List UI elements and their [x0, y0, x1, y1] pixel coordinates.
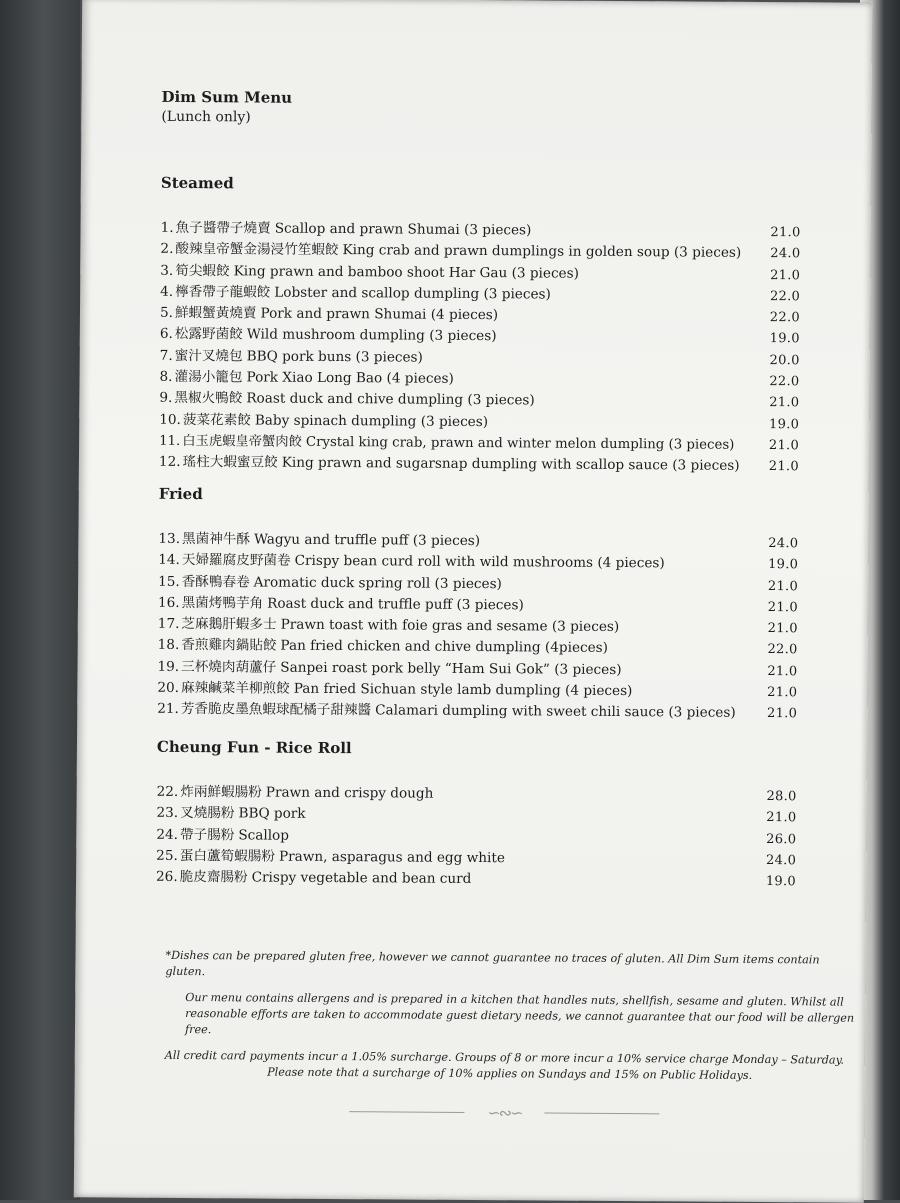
item-chinese-name: 蜜汁叉燒包	[174, 347, 243, 365]
item-english-name: Crispy vegetable and bean curd	[251, 869, 472, 888]
item-chinese-name: 瑤柱大蝦蜜豆餃	[182, 454, 278, 471]
item-chinese-name: 白玉虎蝦皇帝蟹肉餃	[182, 433, 302, 450]
item-english-name: BBQ pork buns (3 pieces)	[246, 348, 423, 366]
item-price: 24.0	[768, 536, 799, 552]
item-price: 19.0	[769, 331, 800, 347]
item-english-name: BBQ pork	[238, 805, 306, 823]
item-price: 19.0	[768, 557, 799, 573]
item-price: 21.0	[769, 395, 800, 411]
item-price: 28.0	[766, 789, 797, 805]
holiday-surcharge-note: Please note that a surcharge of 10% applies on Sundays and 15% on Public Holidays.	[267, 1065, 753, 1082]
section-heading: Cheung Fun - Rice Roll	[156, 737, 352, 758]
section-heading: Fried	[158, 484, 203, 504]
item-number: 18.	[157, 637, 180, 654]
item-number: 14.	[158, 552, 180, 569]
binder-left-edge	[0, 0, 80, 1200]
item-number: 22.	[156, 783, 179, 800]
item-chinese-name: 炸兩鮮蝦腸粉	[180, 783, 262, 801]
item-number: 21.	[157, 701, 179, 718]
item-price: 21.0	[768, 459, 799, 475]
item-price: 24.0	[770, 246, 801, 262]
item-chinese-name: 菠菜花素餃	[182, 411, 251, 429]
item-price: 21.0	[770, 267, 801, 283]
item-chinese-name: 帶子腸粉	[179, 826, 235, 843]
item-price: 21.0	[767, 578, 799, 594]
item-price: 20.0	[769, 352, 800, 369]
item-number: 23.	[156, 805, 179, 822]
item-number: 25.	[156, 847, 178, 864]
section-steamed	[159, 174, 801, 478]
item-chinese-name: 脆皮齋腸粉	[179, 869, 248, 886]
ornament-line-left	[349, 1111, 464, 1113]
item-chinese-name: 魚子醬帶子燒賣	[175, 219, 271, 237]
footer-notes	[165, 948, 856, 1095]
menu-item	[156, 867, 796, 893]
item-english-name: Pork and prawn Shumai (4 pieces)	[260, 305, 499, 324]
item-english-name: Prawn toast with foie gras and sesame (3 pieces)	[280, 616, 620, 636]
ornament-line-right	[544, 1113, 659, 1115]
item-price: 21.0	[767, 685, 798, 701]
menu-subtitle: (Lunch only)	[161, 108, 251, 126]
item-english-name: Scallop	[238, 826, 290, 844]
section-heading: Steamed	[160, 173, 234, 193]
item-chinese-name: 芝麻鵝肝蝦多士	[181, 616, 277, 633]
section-cheung-fun	[156, 738, 797, 893]
item-number: 15.	[158, 573, 180, 590]
item-number: 26.	[156, 868, 178, 886]
item-english-name: Sanpei roast pork belly “Ham Sui Gok” (3 pieces)	[280, 659, 622, 678]
item-english-name: Crystal king crab, prawn and winter melon dumpling (3 pieces)	[305, 434, 735, 453]
item-price: 21.0	[767, 706, 798, 722]
knot-ornament-icon: ∽∾∽	[487, 1103, 522, 1123]
item-number: 13.	[158, 530, 181, 547]
item-chinese-name: 黑椒火鴨餃	[174, 390, 243, 407]
item-number: 19.	[157, 658, 180, 675]
item-english-name: Prawn and crispy dough	[265, 784, 434, 802]
item-price: 19.0	[765, 874, 797, 890]
item-price: 21.0	[767, 621, 798, 637]
item-number: 4.	[160, 283, 174, 300]
item-chinese-name: 檸香帶子龍蝦餃	[175, 283, 271, 301]
item-english-name: Pan fried chicken and chive dumpling (4pieces)	[280, 638, 609, 657]
item-number: 8.	[159, 368, 173, 385]
item-chinese-name: 鮮蝦蟹黃燒賣	[174, 305, 257, 322]
item-chinese-name: 香酥鴨春卷	[181, 573, 250, 591]
item-price: 22.0	[769, 310, 801, 326]
item-price: 22.0	[767, 642, 798, 658]
item-number: 2.	[160, 241, 174, 258]
item-price: 22.0	[769, 374, 800, 390]
item-chinese-name: 蛋白蘆筍蝦腸粉	[179, 847, 276, 865]
decorative-ornament	[349, 1099, 659, 1127]
item-price: 26.0	[766, 831, 797, 847]
item-chinese-name: 叉燒腸粉	[180, 805, 235, 822]
item-english-name: King prawn and bamboo shoot Har Gau (3 pieces)	[233, 262, 579, 282]
item-english-name: Crispy bean curd roll with wild mushrooms (4 pieces)	[294, 553, 665, 572]
item-list	[156, 782, 797, 893]
card-surcharge-note: All credit card payments incur a 1.05% surcharge. Groups of 8 or more incur a 10% service charge Monday – Saturday.	[164, 1048, 845, 1067]
item-chinese-name: 黑菌神牛酥	[181, 530, 251, 548]
item-english-name: King crab and prawn dumplings in golden soup (3 pieces)	[342, 242, 742, 262]
allergen-note: Our menu contains allergens and is prepared in a kitchen that handles nuts, shellfish, sesame and gluten. Whilst all reasonable efforts are taken to accommodate guest dietary needs, we cannot guarantee that our food will be allergen free.	[184, 991, 855, 1037]
item-chinese-name: 香煎雞肉鍋貼餃	[181, 637, 277, 655]
item-price: 22.0	[769, 288, 801, 305]
item-english-name: Wild mushroom dumpling (3 pieces)	[246, 326, 497, 345]
item-english-name: Aromatic duck spring roll (3 pieces)	[253, 574, 502, 592]
item-english-name: Baby spinach dumpling (3 pieces)	[254, 412, 489, 430]
item-list	[157, 529, 798, 725]
item-number: 16.	[157, 594, 180, 611]
item-number: 11.	[159, 433, 181, 449]
item-english-name: Prawn, asparagus and egg white	[278, 848, 505, 867]
item-english-name: Wagyu and truffle puff (3 pieces)	[253, 531, 481, 550]
item-english-name: Scallop and prawn Shumai (3 pieces)	[274, 220, 532, 239]
item-number: 20.	[157, 679, 180, 697]
item-number: 24.	[156, 826, 179, 843]
item-price: 21.0	[770, 225, 801, 241]
section-fried	[157, 485, 799, 725]
item-english-name: Pan fried Sichuan style lamb dumpling (4 pieces)	[293, 680, 633, 700]
item-price: 21.0	[767, 599, 799, 616]
item-list	[159, 218, 801, 478]
item-number: 3.	[160, 262, 174, 279]
item-price: 21.0	[766, 810, 797, 826]
item-price: 19.0	[769, 416, 800, 432]
item-english-name: Pork Xiao Long Bao (4 pieces)	[246, 369, 454, 387]
menu-page	[74, 0, 872, 1203]
item-number: 17.	[157, 615, 180, 633]
menu-content	[156, 87, 855, 1123]
item-number: 6.	[159, 326, 173, 343]
item-number: 1.	[160, 219, 174, 236]
item-english-name: King prawn and sugarsnap dumpling with scallop sauce (3 pieces)	[281, 454, 740, 475]
item-chinese-name: 酸辣皇帝蟹金湯浸竹笙蝦餃	[175, 241, 339, 259]
item-number: 12.	[158, 454, 181, 471]
item-number: 5.	[159, 304, 174, 322]
item-english-name: Roast duck and truffle puff (3 pieces)	[267, 595, 524, 614]
menu-title: Dim Sum Menu	[161, 87, 293, 107]
item-chinese-name: 筍尖蝦餃	[175, 262, 230, 279]
item-number: 7.	[159, 347, 173, 364]
item-price: 21.0	[767, 663, 798, 680]
menu-item	[157, 699, 797, 725]
item-price: 24.0	[765, 852, 797, 869]
item-chinese-name: 松露野菌餃	[174, 326, 243, 343]
item-chinese-name: 麻辣鹹菜羊柳煎餃	[180, 680, 290, 697]
item-chinese-name: 黑菌烤鴨芋角	[181, 594, 264, 612]
item-chinese-name: 芳香脆皮墨魚蝦球配橘子甜辣醬	[180, 701, 372, 719]
item-english-name: Roast duck and chive dumpling (3 pieces)	[246, 390, 535, 409]
item-number: 9.	[159, 390, 173, 407]
gluten-note: *Dishes can be prepared gluten free, however we cannot guarantee no traces of gluten. All Dim Sum items contain gluten.	[165, 948, 820, 979]
item-number: 10.	[159, 411, 181, 428]
item-chinese-name: 天婦羅腐皮野菌卷	[181, 552, 291, 570]
item-english-name: Lobster and scallop dumpling (3 pieces)	[274, 284, 551, 303]
item-price: 21.0	[768, 438, 800, 454]
item-chinese-name: 灌湯小籠包	[174, 368, 243, 386]
menu-item	[159, 452, 799, 478]
item-chinese-name: 三杯燒肉葫蘆仔	[181, 658, 277, 676]
item-english-name: Calamari dumpling with sweet chili sauce (3 pieces)	[375, 702, 736, 722]
